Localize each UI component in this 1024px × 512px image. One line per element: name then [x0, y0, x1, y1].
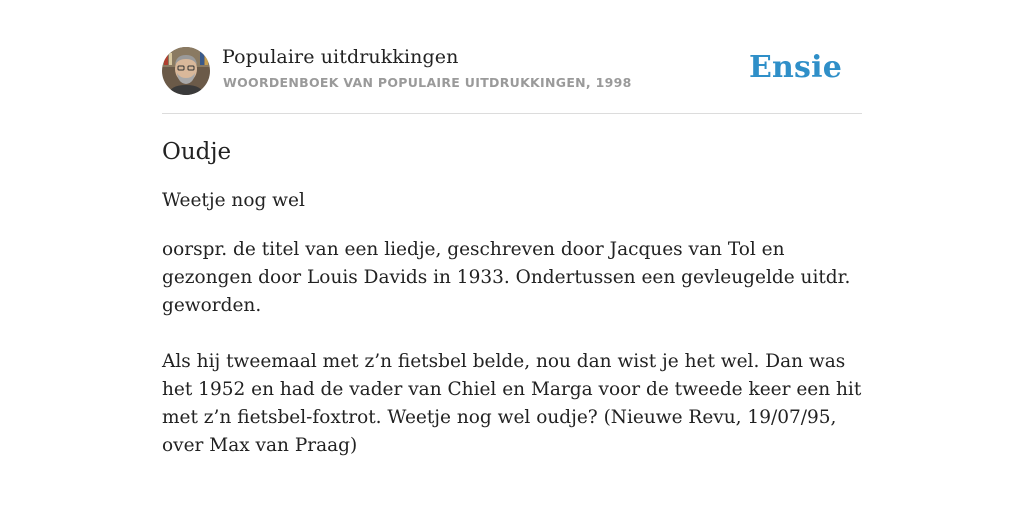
- entry-paragraph-2: Als hij tweemaal met z’n fietsbel belde, nou dan wist je het wel. Dan was het 1952 en had de vader van Chiel en Marga voor de tweede keer een hit met z’n fietsbel-foxtrot. Weetje nog wel oudje? (Nieuwe Revu, 19/07/95, over Max van Praag): [162, 351, 862, 456]
- author-name[interactable]: Populaire uitdrukkingen: [222, 46, 459, 68]
- entry-paragraph-1: oorspr. de titel van een liedje, geschreven door Jacques van Tol en gezongen door Louis Davids in 1933. Ondertussen een gevleugelde uitdr. geworden.: [162, 239, 851, 316]
- ensie-logo[interactable]: Ensie: [748, 50, 842, 85]
- entry-subtitle: Weetje nog wel: [162, 190, 305, 211]
- author-avatar[interactable]: [162, 47, 210, 95]
- entry-header: [162, 46, 862, 114]
- source-title: WOORDENBOEK VAN POPULAIRE UITDRUKKINGEN, 1998: [223, 75, 632, 90]
- entry-card: [162, 46, 862, 460]
- entry-title: Oudje: [162, 139, 232, 165]
